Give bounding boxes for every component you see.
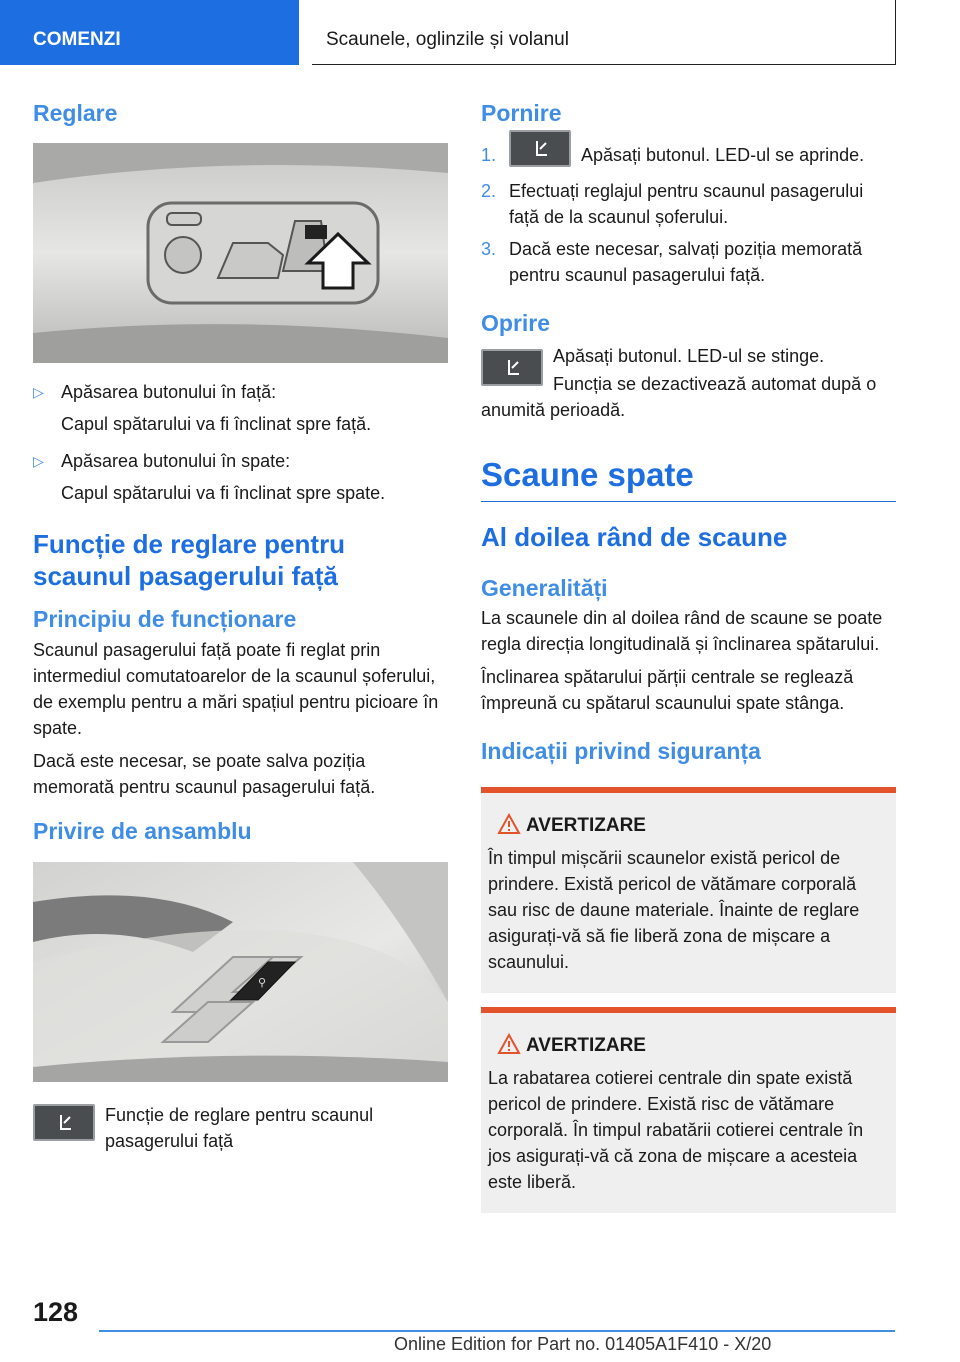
warning-title: AVERTIZARE (488, 1035, 888, 1057)
functie-heading: Funcție de reglare pentru scaunul pasagerului față (33, 528, 346, 591)
pornire-step: 3. Dacă este necesar, salvați poziția memorată pentru scaunul pasagerului față. (481, 238, 863, 285)
seat-button-icon (481, 349, 543, 386)
warning-box (481, 787, 896, 993)
principiu-paragraph-2: Dacă este necesar, se poate salva poziția memorată pentru scaunul pasagerului față. (33, 751, 376, 798)
legend-row (33, 1102, 448, 1158)
pornire-steps (481, 142, 896, 288)
oprire-line-2: Funcția se dezactivează automat după o anumită perioadă. (481, 374, 877, 421)
legend-text: Funcție de reglare pentru scaunul pasagerului față (105, 1104, 374, 1151)
oprire-block (481, 343, 896, 423)
generalitati-paragraph-1: La scaunele din al doilea rând de scaune se poate regla direcția longitudinală și înclinarea spătarului. (481, 607, 883, 654)
triangle-bullet-icon: ▷ (33, 452, 44, 469)
pornire-step: 1. Apăsați butonul. LED-ul se aprinde. (481, 142, 896, 178)
indicatii-heading: Indicații privind siguranța (481, 737, 761, 764)
section-title: Scaunele, oglinzile și volanul (312, 0, 896, 65)
scaune-spate-heading: Scaune spate (481, 455, 896, 502)
privire-heading: Privire de ansamblu (33, 818, 252, 845)
warning-triangle-icon (497, 813, 521, 835)
seat-switch-photo (33, 143, 448, 363)
warning-text: În timpul mișcării scaunelor există pericol de prindere. Există pericol de vătămare corporală sau risc de daune materiale. Înainte de reglare asigurați-vă să fie liberă zona de mișcare a scaunului. (488, 848, 860, 973)
al-doilea-heading: Al doilea rând de scaune (481, 521, 788, 552)
chapter-tab: COMENZI (0, 0, 299, 65)
footer-divider (99, 1330, 895, 1332)
reglare-item-forward: ▷ Apăsarea butonului în față: Capul spătarului va fi înclinat spre față. (33, 379, 448, 437)
edition-text: Online Edition for Part no. 01405A1F410 - X/20 (394, 1334, 772, 1354)
page-number: 128 (33, 1297, 79, 1327)
left-column (33, 100, 448, 1158)
warning-triangle-icon (497, 1033, 521, 1055)
driver-door-switch-photo (33, 862, 448, 1082)
right-column (481, 100, 896, 1213)
reglare-item-backward: ▷ Apăsarea butonului în spate: Capul spătarului va fi înclinat spre spate. (33, 448, 448, 506)
generalitati-paragraph-2: Înclinarea spătarului părții centrale se reglează împreună cu spătarul scaunului spate stânga. (481, 666, 854, 713)
principiu-heading: Principiu de funcționare (33, 605, 297, 632)
svg-text:⚲: ⚲ (258, 975, 267, 989)
pornire-step: 2. Efectuați reglajul pentru scaunul pasagerului față de la scaunul șoferului. (481, 180, 864, 227)
oprire-heading: Oprire (481, 309, 551, 336)
seat-button-icon (509, 130, 571, 167)
triangle-bullet-icon: ▷ (33, 383, 44, 400)
pornire-heading: Pornire (481, 100, 562, 126)
warning-box (481, 1007, 896, 1213)
reglare-heading: Reglare (33, 100, 118, 126)
warning-title: AVERTIZARE (488, 815, 888, 837)
seat-button-icon (33, 1104, 95, 1141)
generalitati-heading: Generalități (481, 574, 608, 601)
principiu-paragraph-1: Scaunul pasagerului față poate fi reglat prin intermediul comutatoarelor de la scaunul șoferului, de exemplu pentru a mări spațiul pentru picioare în spate. (33, 640, 439, 739)
oprire-line-1: Apăsați butonul. LED-ul se stinge. (553, 346, 825, 367)
warning-text: La rabatarea cotierei centrale din spate există pericol de prindere. Există risc de vătămare corporală. În timpul rabatării cotierei centrale în jos asigurați-vă că zona de mișcare a acesteia este liberă. (488, 1068, 864, 1193)
